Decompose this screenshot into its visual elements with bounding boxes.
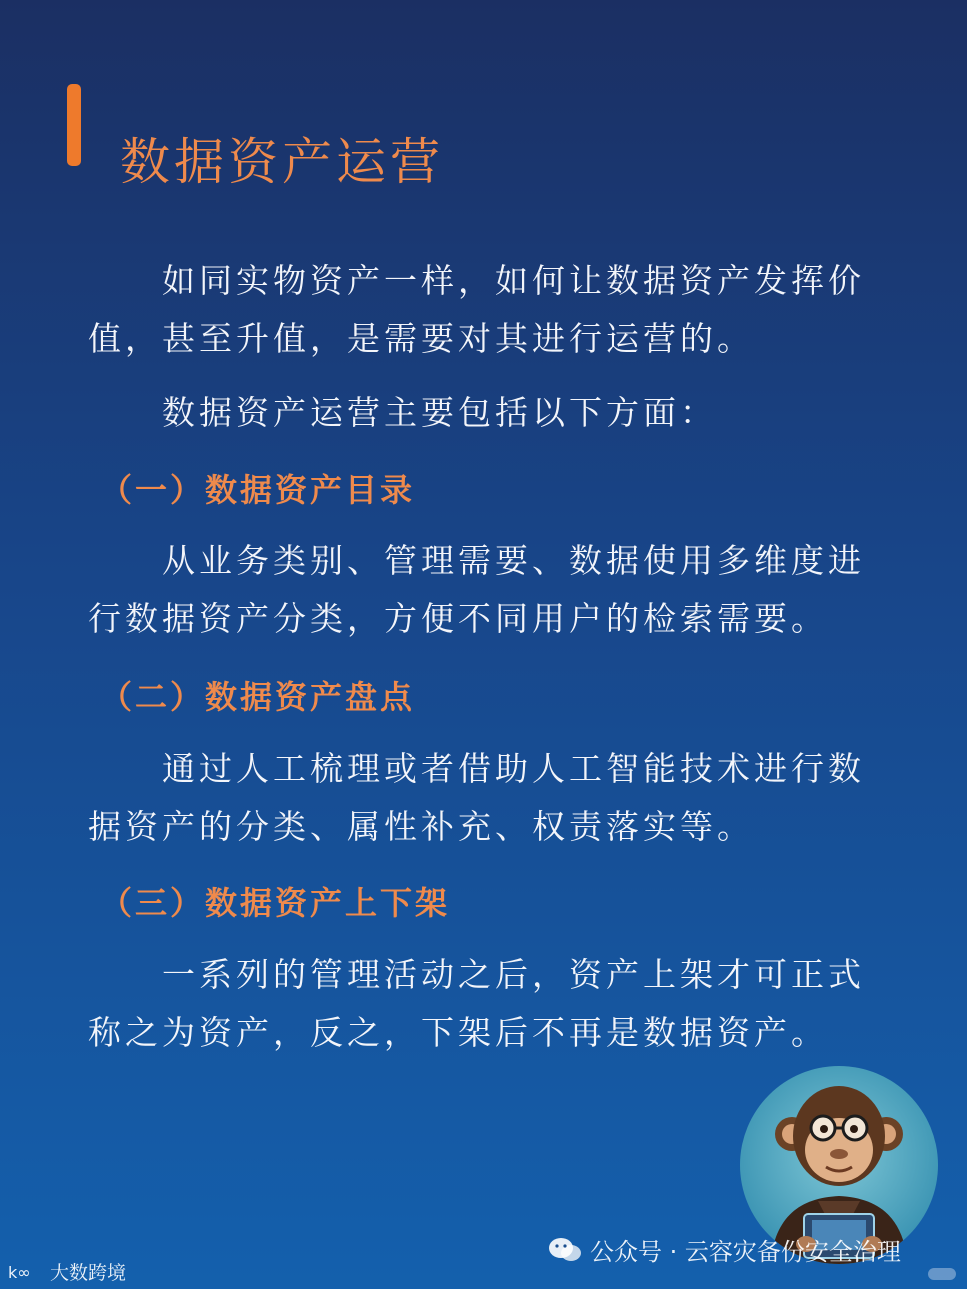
section-heading-2: （二）数据资产盘点 (100, 678, 416, 716)
brand-logo (8, 1258, 126, 1285)
watermark-footer (548, 1232, 901, 1267)
section-body-3: 一系列的管理活动之后，资产上架才可正式称之为资产，反之，下架后不再是数据资产。 (88, 955, 865, 1052)
watermark-text: 公众号 · 云容灾备份安全治理 (590, 1238, 901, 1266)
wechat-icon (548, 1237, 582, 1263)
brand-logo-icon (8, 1261, 46, 1283)
corner-badge (928, 1268, 956, 1280)
intro-paragraph: 如同实物资产一样，如何让数据资产发挥价值，甚至升值，是需要对其进行运营的。 (88, 261, 865, 358)
brand-name: 大数跨境 (50, 1262, 127, 1284)
section-body-2: 通过人工梳理或者借助人工智能技术进行数据资产的分类、属性补充、权责落实等。 (88, 749, 865, 846)
section-body-1: 从业务类别、管理需要、数据使用多维度进行数据资产分类，方便不同用户的检索需要。 (88, 541, 865, 638)
title-accent-bar (67, 84, 81, 166)
section-heading-1: （一）数据资产目录 (100, 471, 416, 509)
page-title: 数据资产运营 (120, 132, 444, 191)
section-heading-3: （三）数据资产上下架 (100, 884, 451, 922)
svg-text:k∞: k∞ (8, 1262, 31, 1282)
lead-paragraph: 数据资产运营主要包括以下方面： (162, 393, 717, 432)
